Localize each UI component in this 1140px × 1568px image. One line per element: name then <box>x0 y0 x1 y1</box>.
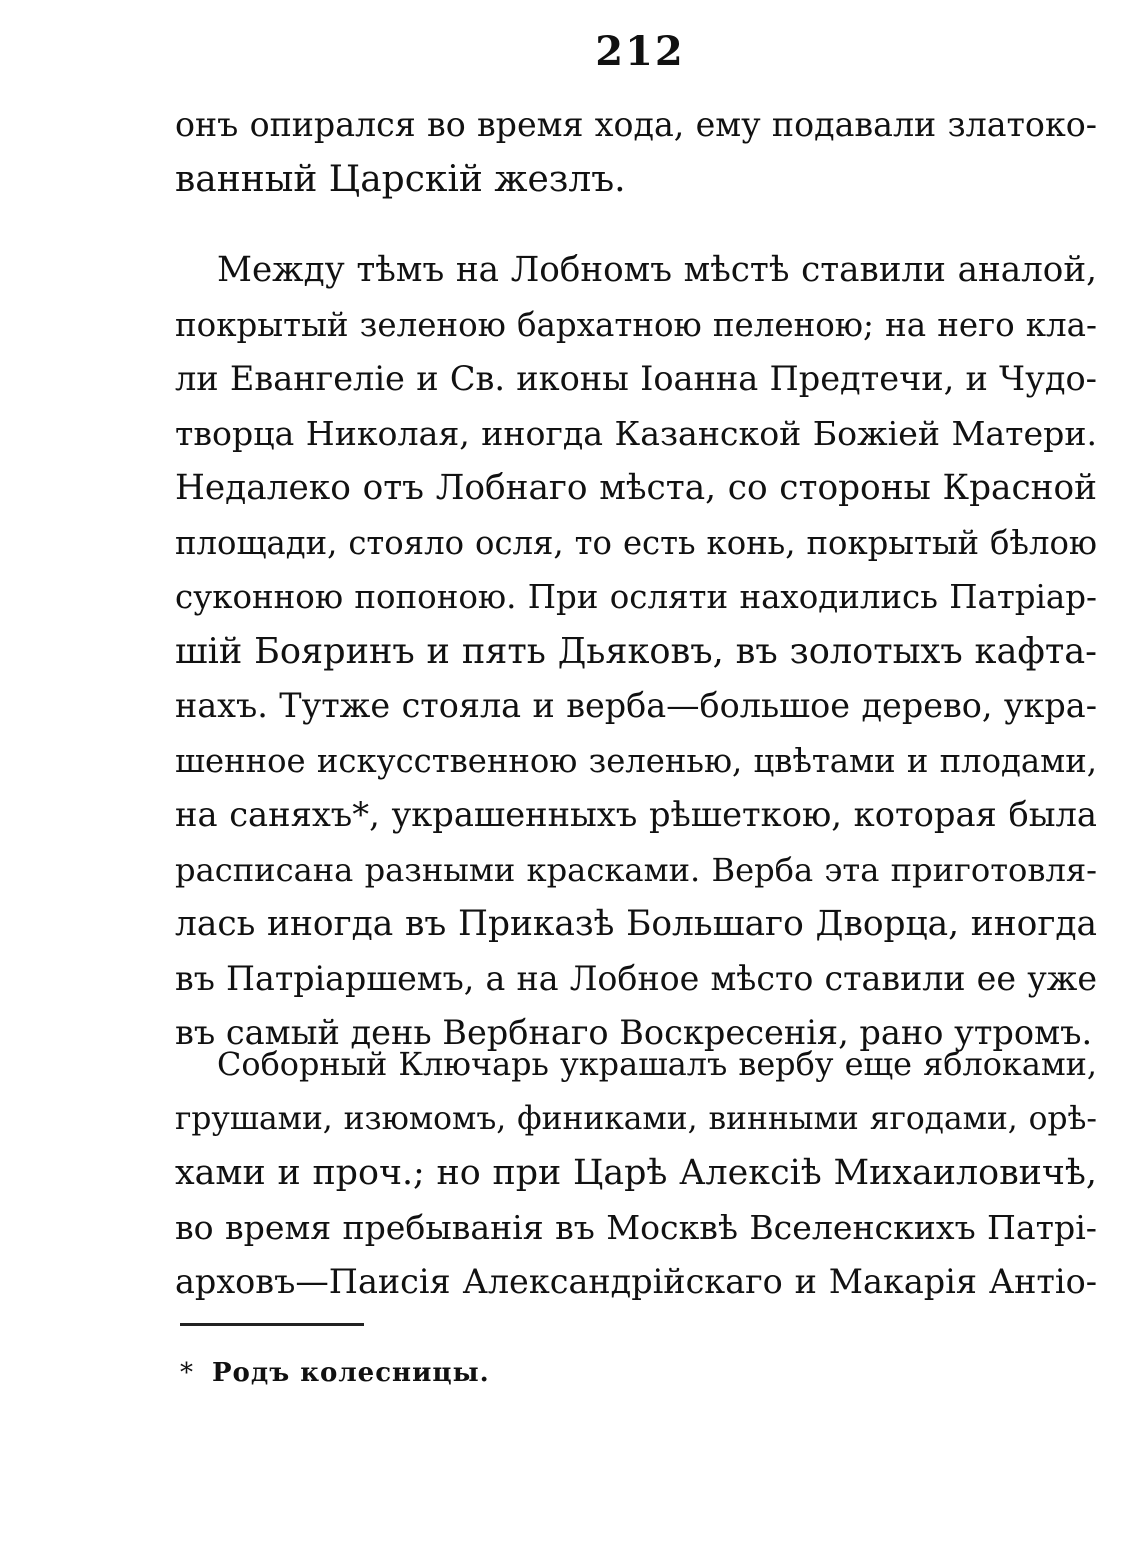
footnote-text: Родъ колесницы. <box>212 1358 490 1388</box>
paragraph-2 <box>175 243 1097 1061</box>
text-line: Между тѣмъ на Лобномъ мѣстѣ ставили аналой, <box>217 250 1097 290</box>
text-line: на саняхъ*, украшенныхъ рѣшеткою, которая была <box>175 795 1097 834</box>
text-line: площади, стояло осля, то есть конь, покрытый бѣлою <box>175 523 1097 562</box>
footnote <box>180 1356 490 1390</box>
footnote-divider <box>180 1323 364 1326</box>
text-line: арховъ—Паисія Александрійскаго и Макарія Антіо- <box>175 1262 1097 1301</box>
footnote-mark: * <box>180 1358 194 1388</box>
paragraph-3 <box>175 1037 1097 1310</box>
text-line: онъ опирался во время хода, ему подавали златоко- <box>175 105 1097 144</box>
text-line: Недалеко отъ Лобнаго мѣста, со стороны Красной <box>175 468 1097 508</box>
text-line: расписана разными красками. Верба эта приготовля- <box>175 850 1097 889</box>
text-line: ли Евангеліе и Св. иконы Іоанна Предтечи, и Чудо- <box>175 359 1097 398</box>
text-line: шій Бояринъ и пять Дьяковъ, въ золотыхъ кафта- <box>175 630 1097 672</box>
text-line: въ Патріаршемъ, а на Лобное мѣсто ставили ее уже <box>175 958 1097 998</box>
text-line: нахъ. Тутже стояла и верба—большое дерево, укра- <box>175 686 1097 725</box>
paragraph-1 <box>175 98 1097 207</box>
text-line: покрытый зеленою бархатною пеленою; на него кла- <box>175 305 1097 344</box>
page-number: 212 <box>595 28 685 75</box>
text-line: во время пребыванія въ Москвѣ Вселенскихъ Патрі- <box>175 1207 1097 1247</box>
text-line: Соборный Ключарь украшалъ вербу еще яблоками, <box>217 1045 1097 1083</box>
text-line: суконною попоною. При осляти находились Патріар- <box>175 578 1097 616</box>
text-line: грушами, изюмомъ, финиками, винными ягодами, орѣ- <box>175 1100 1097 1137</box>
text-line: творца Николая, иногда Казанской Божіей Матери. <box>175 413 1097 453</box>
text-line: хами и проч.; но при Царѣ Алексіѣ Михаиловичѣ, <box>175 1153 1097 1193</box>
text-line: шенное искусственною зеленью, цвѣтами и плодами, <box>175 741 1097 780</box>
text-line: въ самый день Вербнаго Воскресенія, рано утромъ. <box>175 1013 1093 1052</box>
text-line: ванный Царскій жезлъ. <box>175 158 626 200</box>
text-line: лась иногда въ Приказѣ Большаго Дворца, иногда <box>175 904 1097 944</box>
